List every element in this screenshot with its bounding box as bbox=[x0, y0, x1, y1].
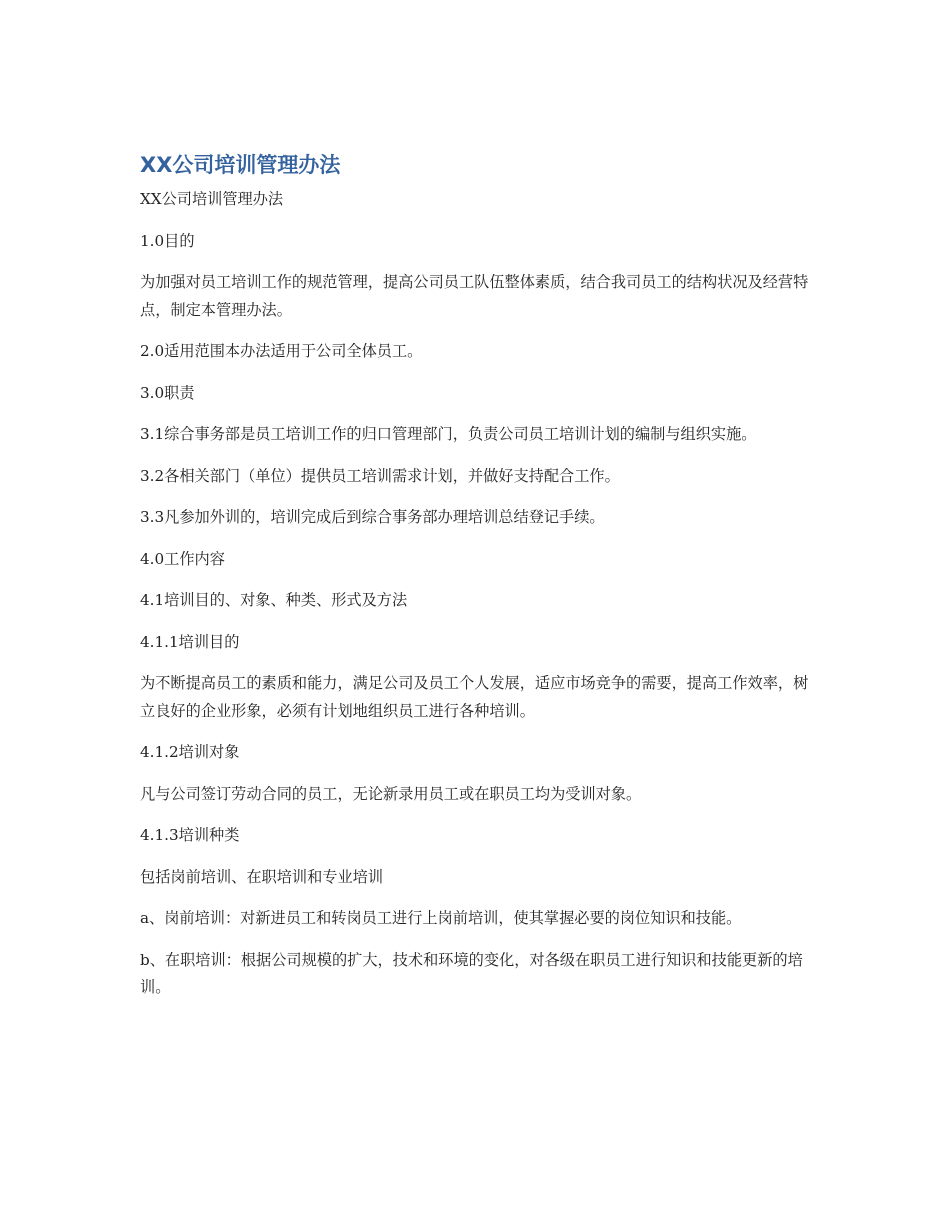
paragraph-training-types-text: 包括岗前培训、在职培训和专业培训 bbox=[140, 867, 383, 886]
paragraph-section-4-1: 4.1培训目的、对象、种类、形式及方法 bbox=[140, 591, 408, 609]
paragraph-section-4-1-1: 4.1.1培训目的 bbox=[140, 632, 240, 651]
paragraph-section-3-1: 3.1综合事务部是员工培训工作的归口管理部门，负责公司员工培训计划的编制与组织实施。 bbox=[140, 425, 757, 443]
paragraph-section-3-3: 3.3凡参加外训的，培训完成后到综合事务部办理培训总结登记手续。 bbox=[140, 508, 605, 526]
paragraph-training-target-text: 凡与公司签订劳动合同的员工，无论新录用员工或在职员工均为受训对象。 bbox=[140, 784, 642, 803]
paragraph-section-3-0: 3.0职责 bbox=[140, 383, 195, 402]
paragraph-item-a: a、岗前培训：对新进员工和转岗员工进行上岗前培训，使其掌握必要的岗位知识和技能。 bbox=[140, 909, 742, 927]
paragraph-section-3-2: 3.2各相关部门（单位）提供员工培训需求计划，并做好支持配合工作。 bbox=[140, 466, 620, 485]
document-title: XX公司培训管理办法 bbox=[140, 153, 341, 177]
paragraph-section-4-1-2: 4.1.2培训对象 bbox=[140, 743, 240, 761]
paragraph-purpose-text: 为加强对员工培训工作的规范管理，提高公司员工队伍整体素质，结合我司员工的结构状况及经营特点，制定本管理办法。 bbox=[140, 273, 809, 319]
paragraph-section-2-0: 2.0适用范围本办法适用于公司全体员工。 bbox=[140, 342, 423, 360]
paragraph-training-purpose-text: 为不断提高员工的素质和能力，满足公司及员工个人发展，适应市场竞争的需要，提高工作效率，树立良好的企业形象，必须有计划地组织员工进行各种培训。 bbox=[140, 674, 809, 720]
paragraph-subtitle: XX公司培训管理办法 bbox=[140, 190, 284, 208]
paragraph-section-4-1-3: 4.1.3培训种类 bbox=[140, 826, 240, 844]
paragraph-section-4-0: 4.0工作内容 bbox=[140, 549, 225, 568]
document-page bbox=[140, 150, 812, 1016]
paragraph-section-1-0: 1.0目的 bbox=[140, 231, 195, 250]
paragraph-item-b: b、在职培训：根据公司规模的扩大，技术和环境的变化，对各级在职员工进行知识和技能更新的培训。 bbox=[140, 950, 803, 996]
